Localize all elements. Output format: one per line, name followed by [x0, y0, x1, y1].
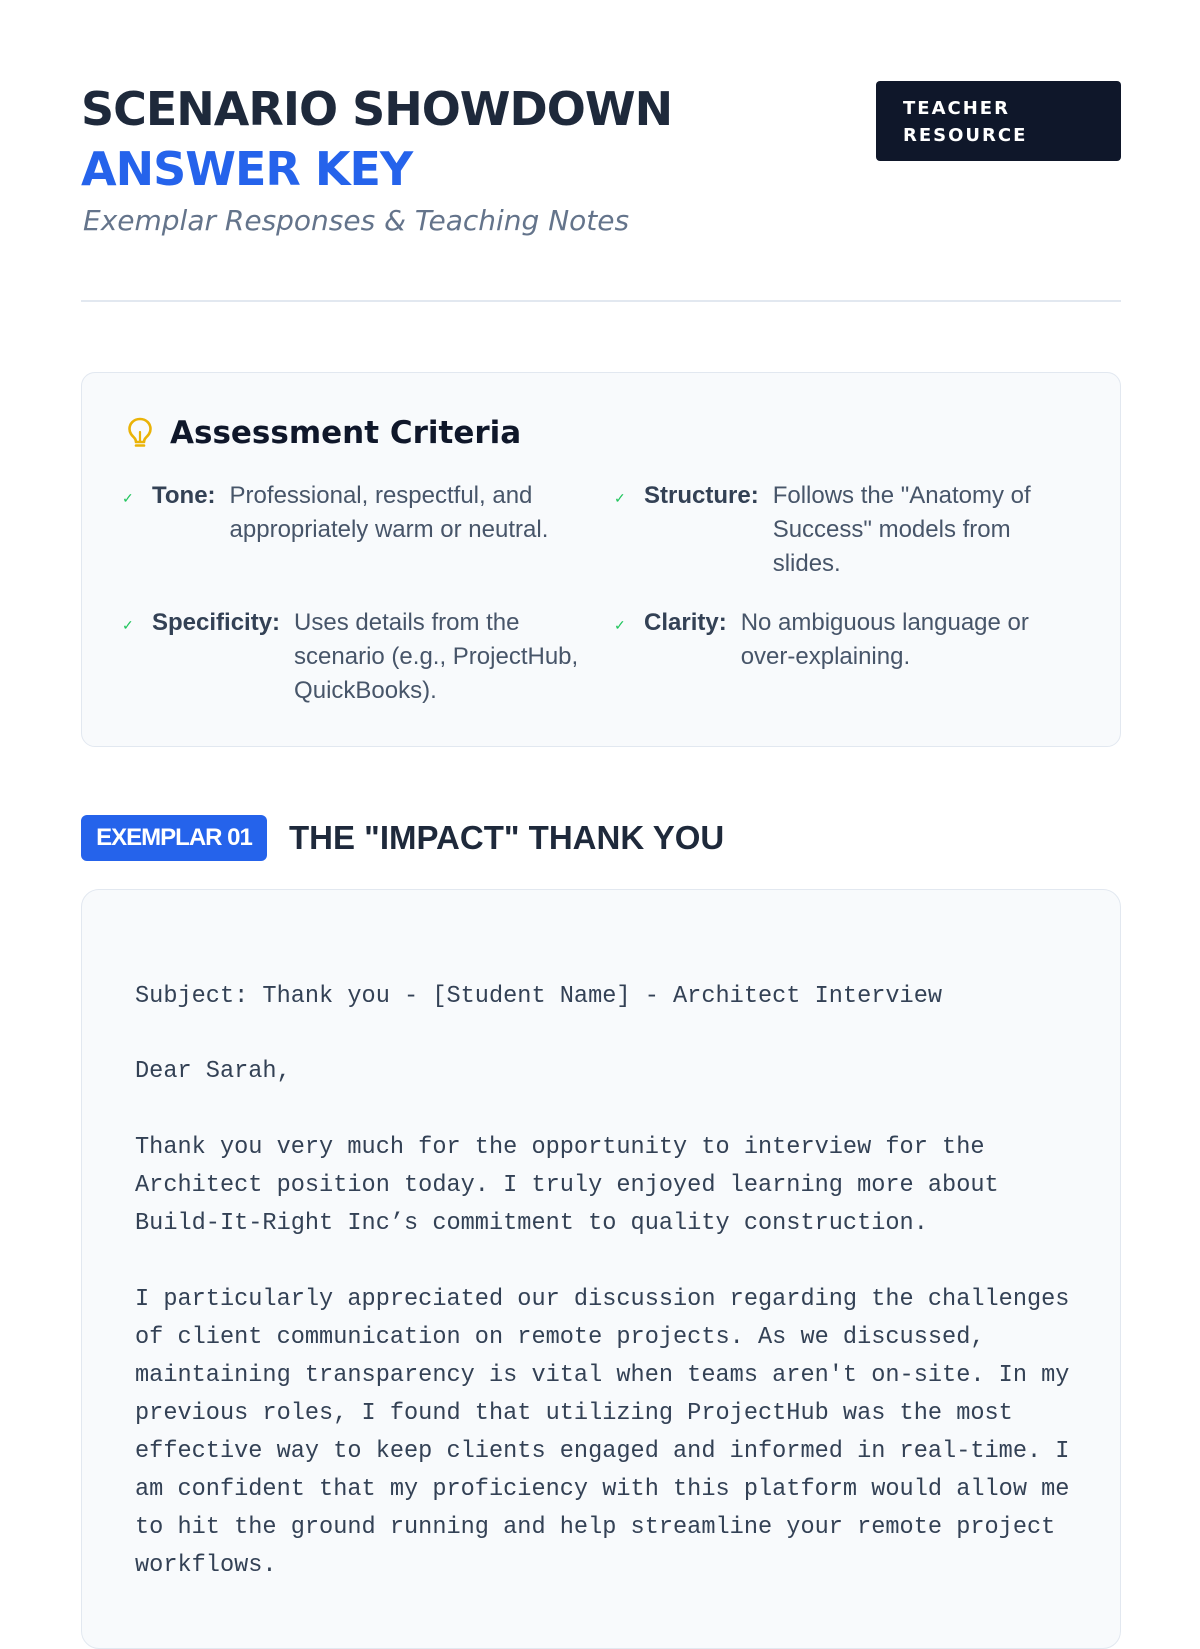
criterion-text-line: No ambiguous language or: [740, 609, 1029, 636]
criterion-text-line: over-explaining.: [740, 643, 911, 670]
check-icon: ✓: [122, 490, 134, 506]
check-icon: ✓: [614, 490, 626, 506]
criterion-text-line: Follows the "Anatomy of: [772, 482, 1031, 509]
criteria-title: Assessment Criteria: [170, 415, 522, 451]
criterion-text-line: Success" models from: [772, 516, 1011, 543]
assessment-criteria-card: [81, 372, 1121, 747]
email-body-line: effective way to keep clients engaged and informed in real-time. I: [135, 1438, 1070, 1465]
criterion-text-line: appropriately warm or neutral.: [229, 516, 549, 543]
criterion-text-line: scenario (e.g., ProjectHub,: [294, 643, 579, 670]
lightbulb-icon: [126, 416, 154, 450]
criterion-text: [773, 479, 1031, 581]
criterion-structure: [614, 479, 1031, 581]
exemplar-heading: [81, 815, 724, 861]
criterion-text: [741, 606, 1029, 674]
criterion-text-line: Uses details from the: [294, 609, 520, 636]
answer-key-page: [81, 0, 1121, 856]
exemplar-title: THE "IMPACT" THANK YOU: [289, 819, 725, 856]
check-icon: ✓: [122, 617, 134, 633]
email-subject-line: Subject: Thank you - [Student Name] - Architect Interview: [135, 983, 943, 1010]
badge-line-1: TEACHER: [903, 98, 1010, 119]
criterion-label: Clarity:: [644, 609, 727, 636]
page-title-accent: ANSWER KEY: [81, 142, 413, 196]
badge-line-2: RESOURCE: [903, 125, 1028, 146]
criterion-label: Specificity:: [152, 609, 281, 636]
criterion-text: [230, 479, 549, 547]
criteria-heading: [126, 415, 521, 451]
criterion-clarity: [614, 606, 1029, 674]
email-body-line: maintaining transparency is vital when teams aren't on-site. In my: [135, 1362, 1070, 1389]
check-icon: ✓: [614, 617, 626, 633]
email-body-line: to hit the ground running and help streamline your remote project: [135, 1514, 1056, 1541]
email-body-line: workflows.: [135, 1552, 277, 1579]
email-body-line: of client communication on remote projects. As we discussed,: [135, 1324, 985, 1351]
email-body-line: Thank you very much for the opportunity to interview for the: [135, 1134, 985, 1161]
criterion-text: [294, 606, 578, 708]
criterion-label: Tone:: [152, 482, 216, 509]
email-greeting: Dear Sarah,: [135, 1058, 291, 1085]
email-body-line: I particularly appreciated our discussion regarding the challenges: [135, 1286, 1070, 1313]
criterion-tone: [122, 479, 548, 547]
criterion-text-line: Professional, respectful, and: [229, 482, 533, 509]
email-body-line: previous roles, I found that utilizing ProjectHub was the most: [135, 1400, 1013, 1427]
criterion-text-line: slides.: [772, 550, 841, 577]
header: [81, 0, 1121, 302]
email-body-line: am confident that my proficiency with this platform would allow me: [135, 1476, 1070, 1503]
email-body-line: Architect position today. I truly enjoyed learning more about: [135, 1172, 999, 1199]
criterion-specificity: [122, 606, 578, 708]
email-body-line: Build-It-Right Inc’s commitment to quality construction.: [135, 1210, 928, 1237]
exemplar-badge: EXEMPLAR 01: [81, 815, 267, 861]
header-divider: [81, 300, 1121, 302]
criterion-label: Structure:: [644, 482, 759, 509]
teacher-resource-badge: [876, 81, 1121, 161]
criterion-text-line: QuickBooks).: [294, 677, 437, 704]
page-subtitle: Exemplar Responses & Teaching Notes: [83, 204, 630, 237]
page-title: SCENARIO SHOWDOWN: [81, 82, 673, 136]
